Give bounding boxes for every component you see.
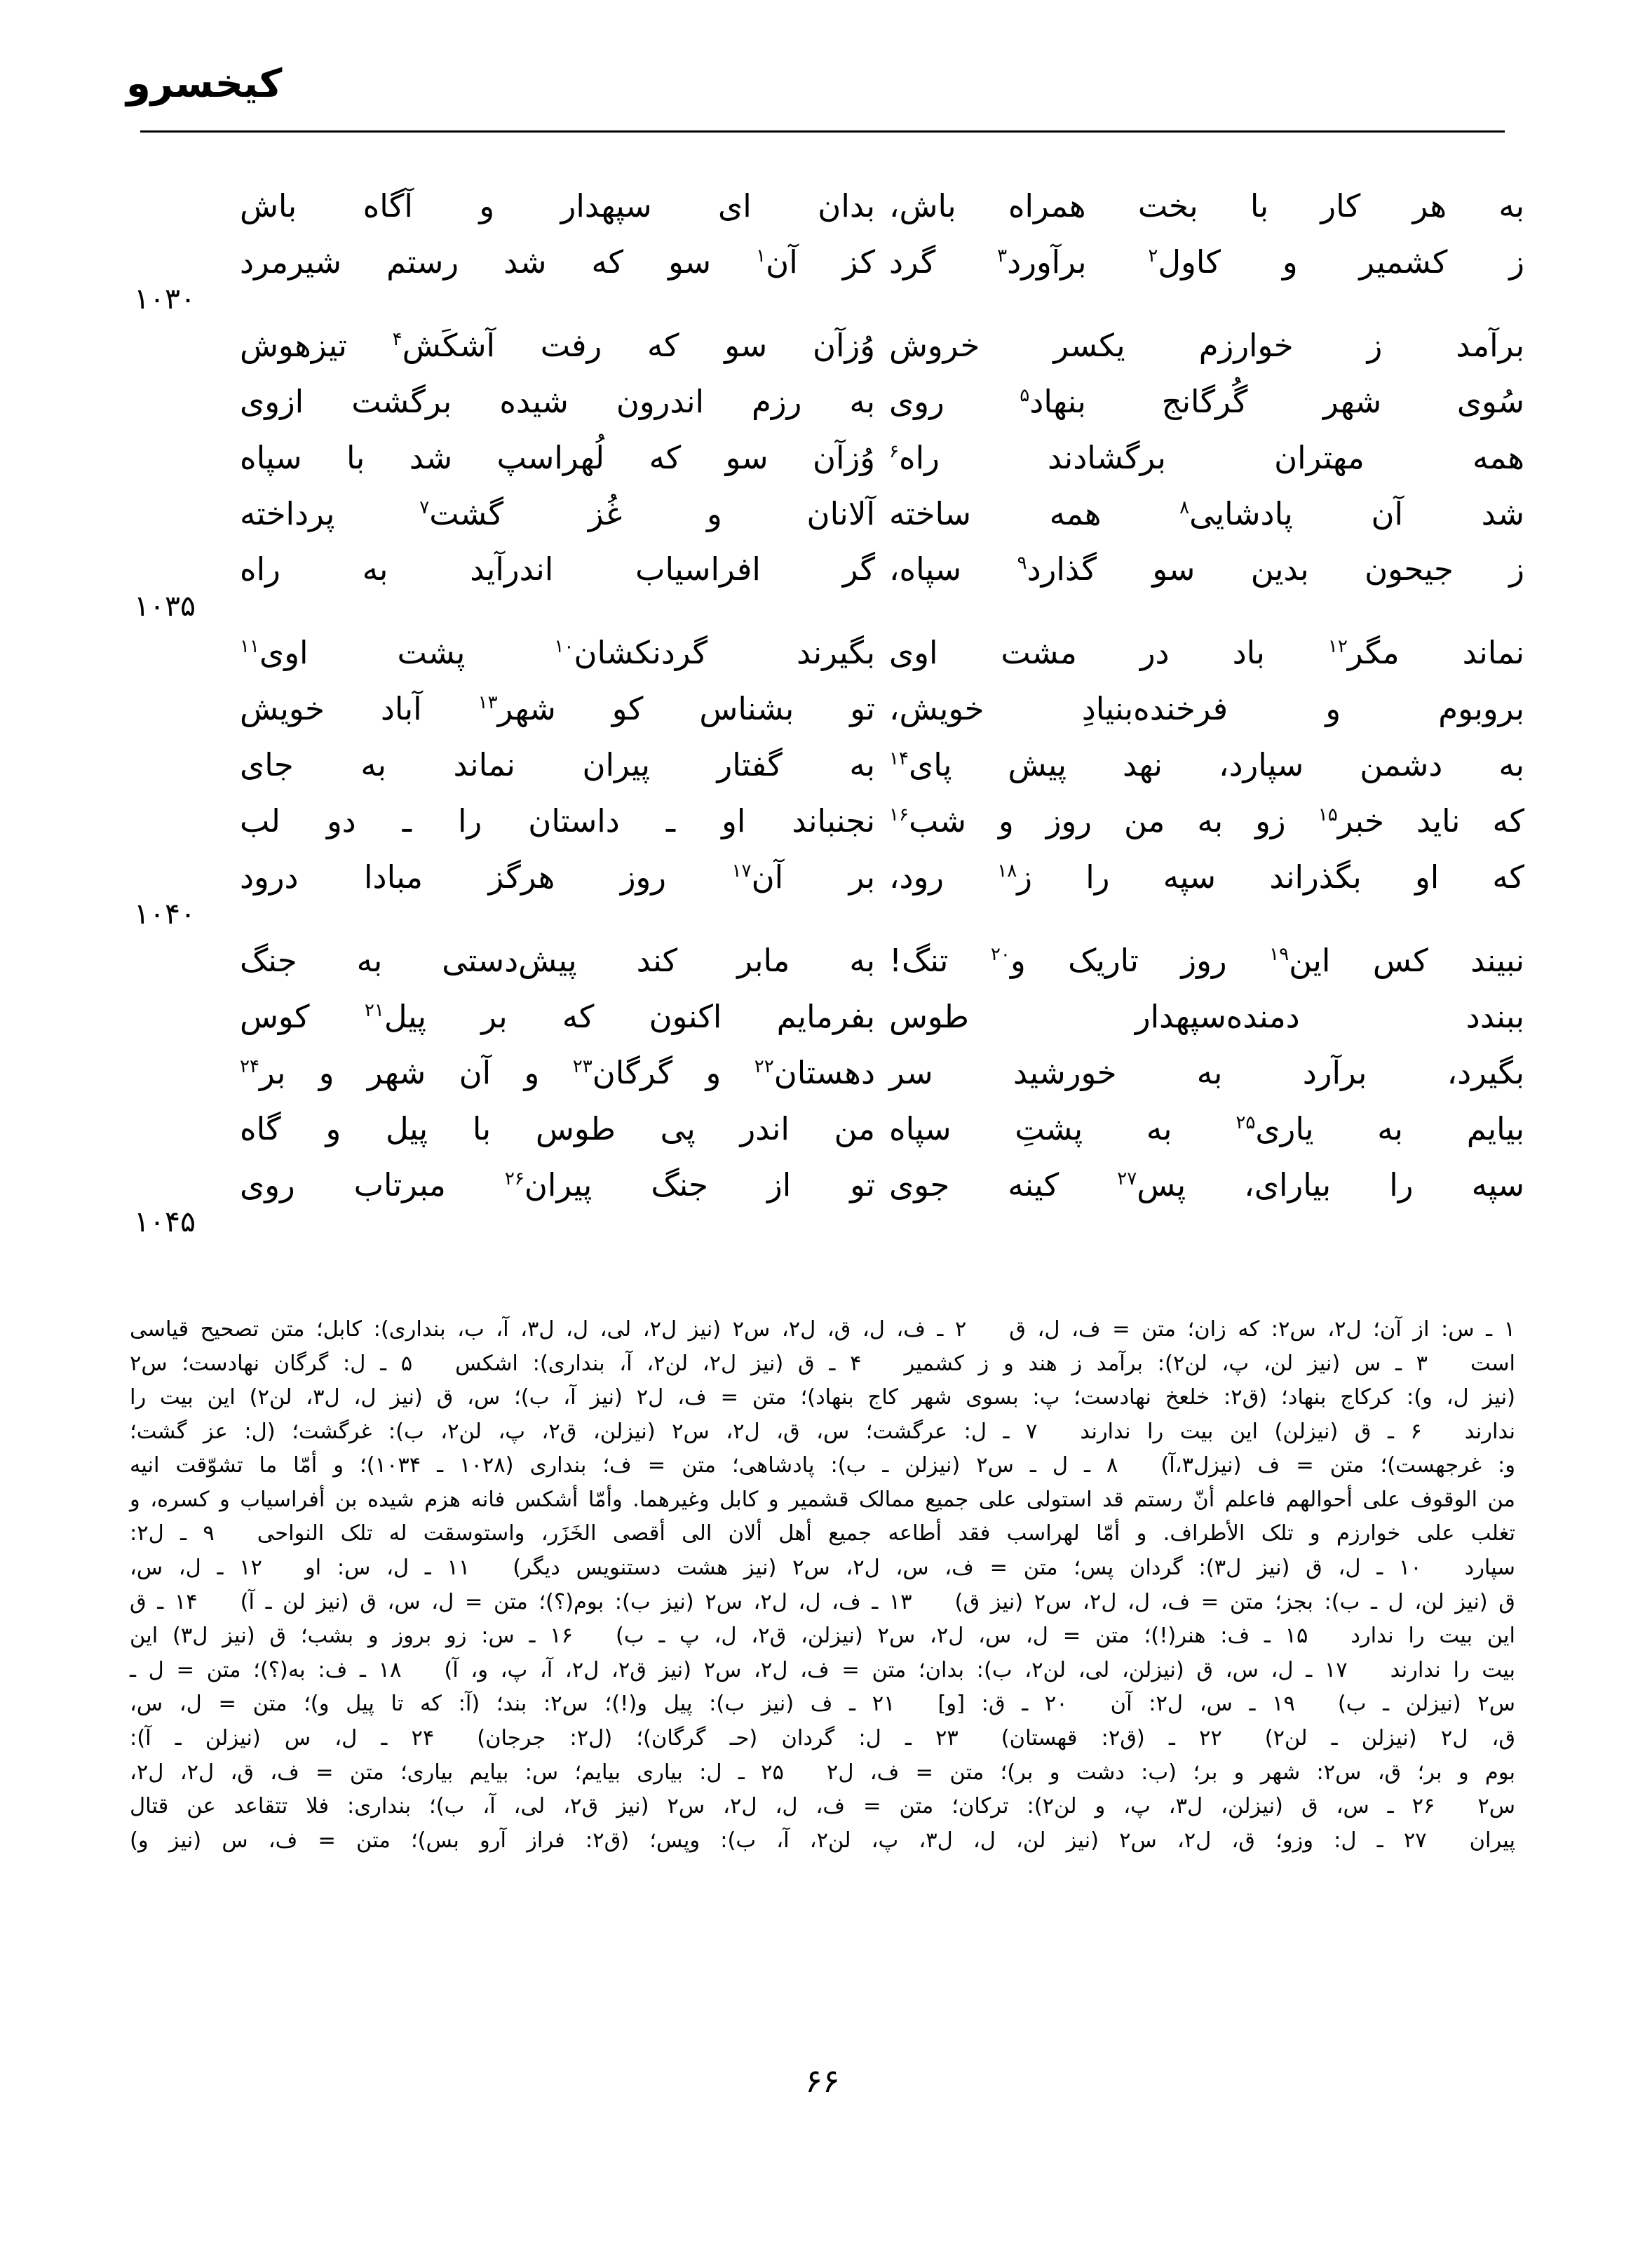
hemistich-pair — [224, 684, 1540, 735]
verse-line-number — [105, 433, 224, 478]
verse-line-number — [105, 936, 224, 980]
apparatus-line: ق، ل۲ (نیزلن ـ لن۲) ۲۲ ـ (ق۲: قهستان) ۲۳ ـ ل: گردان (حـ گرگان)؛ (ل۲: جرجان) ۲۴ ـ ل، س (نیزلن ـ آ): — [130, 1725, 1515, 1750]
hemistich-right: تو بشناس کو شهر$^{۱۳}$ آباد خویش — [240, 690, 875, 728]
hemistich-left: بگیرد، برآرد به خورشید سر — [889, 1053, 1524, 1091]
verse-couplet — [105, 796, 1540, 847]
verse-couplet — [105, 936, 1540, 987]
verse-couplet — [105, 237, 1540, 316]
apparatus-line: ق (نیز لن، ل ـ ب): بجز؛ متن = ف، ل، ل۲، س۲ (نیز ق) ۱۳ ـ ف، ل، ل۲، س۲ (نیز ب): بوم(؟)؛ متن = ل، س، ق (نیز لن ـ آ) ۱۴ ـ ق — [130, 1589, 1515, 1614]
hemistich-pair — [224, 433, 1540, 484]
verse-couplet — [105, 181, 1540, 232]
hemistich-right: کز آن$^۱$ سو که شد رستم شیرمرد — [240, 243, 875, 281]
running-head — [126, 61, 1519, 107]
hemistich-right: گر افراسیاب اندرآید به راه — [240, 551, 875, 588]
verse-line-number — [105, 377, 224, 421]
hemistich-left: به هر کار با بخت همراه باش، — [889, 187, 1524, 224]
hemistich-pair — [224, 320, 1540, 372]
hemistich-pair — [224, 237, 1540, 288]
hemistich-pair — [224, 377, 1540, 428]
apparatus-line: سپارد ۱۰ ـ ل، ق (نیز ل۳): گردان پس؛ متن = ف، س، ل۲، س۲ (نیز هشت دستنویس دیگر) ۱۱ ـ ل، س: او ۱۲ ـ ل، س، — [130, 1555, 1515, 1581]
header-rule — [140, 130, 1505, 133]
apparatus-line: س۲ ۲۶ ـ س، ق (نیزلن، ل۳، پ، و لن۲): ترکان؛ متن = ف، ل، ل۲، س۲ (نیز ق۲، لی، آ، ب)؛ بنداری: فلا تتقاعد عن قتال — [130, 1794, 1515, 1819]
hemistich-left: نماند مگر$^{۱۲}$ باد در مشت اوی — [889, 634, 1525, 672]
hemistich-left: ز جیحون بدین سو گذارد$^۹$ سپاه، — [889, 551, 1524, 588]
apparatus-line: بوم و بر؛ ق، س۲: شهر و بر؛ (ب: دشت و بر)؛ متن = ف، ل۲ ۲۵ ـ ل: بیاری بیایم؛ س: بیایم بیاری؛ متن = ف، ق، ل۲، ل۲، — [130, 1760, 1516, 1785]
hemistich-right: بفرمایم اکنون که بر پیل$^{۲۱}$ کوس — [240, 997, 876, 1035]
verse-couplet — [105, 992, 1540, 1043]
hemistich-left: که ناید خبر$^{۱۵}$ زو به من روز و شب$^{۱۶}$ — [889, 802, 1524, 840]
hemistich-right: بر آن$^{۱۷}$ روز هرگز مبادا درود — [240, 858, 875, 896]
hemistich-left: بروبوم و فرخنده‌بنیادِ خویش، — [889, 690, 1524, 728]
hemistich-right: وُزآن سو که رفت آشکَش$^۴$ تیزهوش — [240, 326, 875, 364]
apparatus-line: است ۳ ـ س (نیز لن، پ، لن۲): برآمد ز هند و ز کشمیر ۴ ـ ق (نیز ل۲، لن۲، آ، بنداری): اشکس ۵ ـ ل: گرگان نهادست؛ س۲ — [130, 1351, 1515, 1376]
verse-line-number — [105, 1048, 224, 1093]
hemistich-pair — [224, 628, 1540, 679]
verse-line-number — [105, 181, 224, 226]
hemistich-left: که او بگذراند سپه را ز$^{۱۸}$ رود، — [889, 858, 1524, 896]
apparatus-line: (نیز ل، و): کرکاج بنهاد؛ (ق۲: خلعخ نهادست؛ پ: بسوی شهر کاج بنهاد)؛ متن = ف، ل۲ (نیز آ، ب)؛ س، ق (نیز ل، ل۳، لن۲) این بیت را — [130, 1385, 1515, 1410]
verse-couplet — [105, 1160, 1540, 1238]
hemistich-right: بگیرند گردنکشان$^{۱۰}$ پشت اوی$^{۱۱}$ — [240, 634, 875, 672]
hemistich-left: برآمد ز خوارزم یکسر خروش — [889, 326, 1524, 364]
hemistich-right: نجنباند او ـ داستان را ـ دو لب — [240, 802, 875, 840]
hemistich-pair — [224, 1160, 1540, 1211]
hemistich-right: دهستان$^{۲۲}$ و گرگان$^{۲۳}$ و آن شهر و بر$^{۲۴}$ — [240, 1053, 875, 1091]
hemistich-pair — [224, 852, 1540, 903]
hemistich-left: نبیند کس این$^{۱۹}$ روز تاریک و$^{۲۰}$ تنگ! — [889, 942, 1524, 980]
hemistich-pair — [224, 992, 1540, 1043]
critical-apparatus — [130, 1313, 1515, 1858]
verse-line-number: ۱۰۳۰ — [133, 281, 196, 316]
verse-couplet — [105, 852, 1540, 931]
verse-couplet — [105, 740, 1540, 791]
hemistich-right: بدان ای سپهدار و آگاه باش — [240, 187, 875, 224]
hemistich-pair — [224, 1048, 1540, 1099]
hemistich-left: ز کشمیر و کاول$^۲$ برآورد$^۳$ گرد — [889, 243, 1524, 281]
hemistich-right: به رزم اندرون شیده برگشت ازوی — [240, 382, 875, 420]
verse-block — [105, 181, 1540, 1238]
hemistich-right: وُزآن سو که لُهراسپ شد با سپاه — [240, 438, 875, 476]
verse-line-number — [105, 489, 224, 534]
hemistich-pair — [224, 796, 1540, 847]
hemistich-pair — [224, 936, 1540, 987]
verse-couplet — [105, 1104, 1540, 1155]
verse-line-number — [105, 684, 224, 729]
hemistich-left: به دشمن سپارد، نهد پیش پای$^{۱۴}$ — [889, 746, 1524, 784]
verse-couplet — [105, 628, 1540, 679]
hemistich-right: به مابر کند پیش‌دستی به جنگ — [240, 942, 875, 980]
hemistich-pair — [224, 1104, 1540, 1155]
apparatus-line: س۲ (نیزلن ـ ب) ۱۹ ـ س، ل۲: آن ۲۰ ـ ق: [و] ۲۱ ـ ف (نیز ب): پیل و(!)؛ س۲: بند؛ (آ: که تا پیل و)؛ متن = ل، س، — [130, 1692, 1515, 1717]
verse-couplet — [105, 489, 1540, 540]
apparatus-line: تغلب علی خوارزم و تلک الأطراف. و أمّا لهراسب فقد أطاعه جمیع أهل ألان الی أقصی الخَزَر، واستوسقت له تلک النواحی ۹ ـ ل۲: — [130, 1521, 1515, 1546]
hemistich-left: سپه را بیارای، پس$^{۲۷}$ کینه جوی — [889, 1166, 1524, 1203]
hemistich-left: شد آن پادشایی$^۸$ همه ساخته — [889, 494, 1524, 532]
verse-line-number — [105, 628, 224, 673]
verse-line-number — [105, 1104, 224, 1149]
verse-line-number — [105, 740, 224, 785]
hemistich-pair — [224, 544, 1540, 595]
verse-line-number: ۱۰۳۵ — [133, 589, 196, 623]
apparatus-line: بیت را ندارند ۱۷ ـ ل، س، ق (نیزلن، لی، لن۲، ب): بدان؛ متن = ف، ل۲، س۲ (نیز ق۲، ل۲، آ، پ، و، آ) ۱۸ ـ ف: به(؟)؛ متن = ل ـ — [130, 1657, 1516, 1682]
apparatus-line: ندارند ۶ ـ ق (نیزلن) این بیت را ندارند ۷ ـ ل: عرگشت؛ س، ق، ل۲، س۲ (نیزلن، ق۲، پ، لن۲، ب): غرگشت؛ (ل: عز گشت؛ — [130, 1419, 1515, 1444]
hemistich-right: آلانان و غُز گشت$^۷$ پرداخته — [240, 494, 875, 532]
hemistich-left: بیایم به یاری$^{۲۵}$ به پشتِ سپاه — [889, 1109, 1524, 1147]
verse-couplet — [105, 433, 1540, 484]
verse-couplet — [105, 1048, 1540, 1099]
verse-line-number — [105, 796, 224, 841]
verse-couplet — [105, 377, 1540, 428]
hemistich-left: سُوی شهر گُرگانج بنهاد$^۵$ روی — [889, 382, 1524, 420]
apparatus-line: این بیت را ندارد ۱۵ ـ ف: هنر(!)؛ متن = ل، س، ل۲، س۲ (نیزلن، ق۲، ل، پ ـ ب) ۱۶ ـ س: زو بروز و بشب؛ ق (نیز ل۳) این — [130, 1624, 1515, 1649]
verse-couplet — [105, 320, 1540, 372]
running-head-title: کیخسرو — [126, 61, 283, 107]
verse-line-number: ۱۰۴۵ — [133, 1204, 196, 1238]
verse-line-number: ۱۰۴۰ — [133, 897, 196, 931]
hemistich-right: تو از جنگ پیران$^{۲۶}$ مبرتاب روی — [240, 1166, 876, 1203]
apparatus-line: و: غرجهست)؛ متن = ف (نیزل۳،آ) ۸ ـ ل ـ س۲ (نیزلن ـ ب): پادشاهی؛ متن = ف؛ بنداری (۱۰۲۸ ـ ۱۰۳۴)؛ و أمّا ما تشوّقت انیه — [130, 1453, 1515, 1478]
hemistich-left: ببندد دمنده‌سپهدار طوس — [889, 997, 1524, 1035]
page-number: ۶۶ — [805, 2062, 840, 2100]
hemistich-left: همه مهتران برگشادند راه$^۶$ — [889, 438, 1524, 476]
apparatus-line: پیران ۲۷ ـ ل: وزو؛ ق، ل۲، س۲ (نیز لن، ل، ل۳، پ، لن۲، آ، ب): وپس؛ (ق۲: فراز آرو بس)؛ متن = ف، س (نیز و) — [130, 1828, 1515, 1853]
hemistich-pair — [224, 740, 1540, 791]
hemistich-pair — [224, 489, 1540, 540]
verse-line-number — [105, 992, 224, 1037]
apparatus-line: من الوقوف علی أحوالهم فاعلم أنّ رستم قد استولی علی جمیع ممالک قشمیر و کابل وغیرهما. وأمّا أشکس فانه هزم شیده بن أفراسیاب و کسره، و — [130, 1487, 1515, 1512]
hemistich-right: به گفتار پیران نماند به جای — [240, 746, 875, 784]
hemistich-right: من اندر پی طوس با پیل و گاه — [240, 1109, 875, 1147]
verse-couplet — [105, 544, 1540, 623]
apparatus-line: ۱ ـ س: از آن؛ ل۲، س۲: که زان؛ متن = ف، ل، ق ۲ ـ ف، ل، ق، ل۲، س۲ (نیز ل۲، لی، ل، ل۳، آ، ب، بنداری): کابل؛ متن تصحیح قیاسی — [130, 1317, 1515, 1342]
hemistich-pair — [224, 181, 1540, 232]
verse-line-number — [105, 320, 224, 365]
verse-couplet — [105, 684, 1540, 735]
